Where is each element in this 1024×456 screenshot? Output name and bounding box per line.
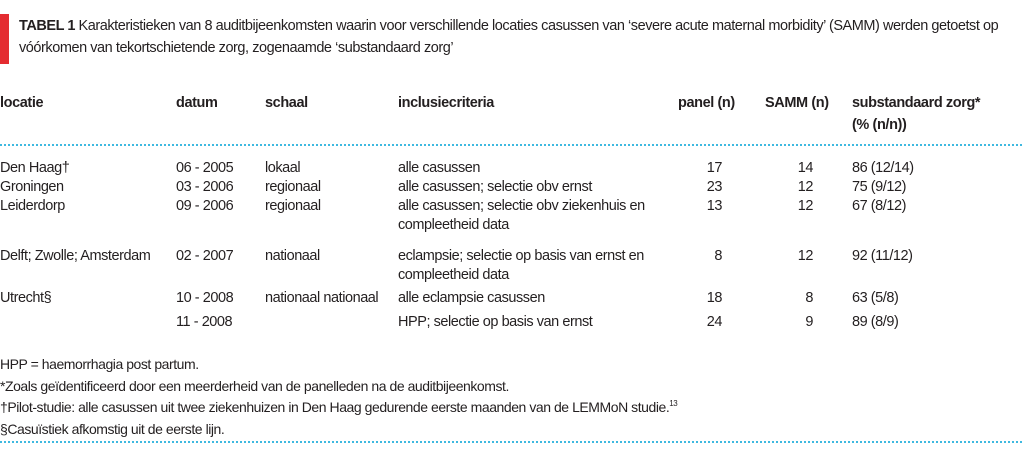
cell-datum: 10 - 2008 [176, 290, 234, 306]
cell-samm: 9 [805, 314, 813, 330]
table-caption [0, 14, 1024, 64]
cell-locatie: Utrecht§ [0, 290, 52, 306]
cell-locatie: Leiderdorp [0, 198, 65, 214]
footnote-dagger-text: †Pilot-studie: alle casussen uit twee ziekenhuizen in Den Haag gedurende eerste maanden van de LEMMoN studie. [0, 399, 670, 415]
cell-inclusiecriteria: alle casussen; selectie obv ernst [398, 179, 592, 195]
cell-datum: 02 - 2007 [176, 248, 234, 264]
cell-locatie: Delft; Zwolle; Amsterdam [0, 248, 151, 264]
footnote-dagger [0, 397, 1000, 419]
caption-text [19, 15, 1019, 59]
cell-datum: 03 - 2006 [176, 179, 234, 195]
header-samm: SAMM (n) [765, 95, 829, 111]
caption-body: Karakteristieken van 8 auditbijeenkomsten waarin voor verschillende locaties casussen van ‘severe acute maternal morbidity’ (SAMM) werden getoetst op vóórkomen van tekortschietende zorg, zogenaamde ‘substandaard zorg’ [19, 18, 999, 56]
cell-substandaard: 89 (8/9) [852, 314, 899, 330]
cell-substandaard: 67 (8/12) [852, 198, 906, 214]
cell-datum: 09 - 2006 [176, 198, 234, 214]
cell-samm: 12 [797, 179, 813, 195]
bottom-divider [0, 441, 1022, 443]
cell-datum: 11 - 2008 [176, 314, 233, 330]
cell-schaal: nationaal nationaal [265, 290, 379, 306]
cell-inclusiecriteria-cont: compleetheid data [398, 217, 509, 233]
cell-inclusiecriteria: eclampsie; selectie op basis van ernst en [398, 248, 644, 264]
header-substandaard [852, 92, 980, 136]
header-substandaard-line2: (% (n/n)) [852, 117, 907, 133]
header-datum: datum [176, 95, 218, 111]
cell-substandaard: 63 (5/8) [852, 290, 899, 306]
cell-samm: 14 [797, 160, 813, 176]
cell-inclusiecriteria: HPP; selectie op basis van ernst [398, 314, 593, 330]
cell-schaal: nationaal [265, 248, 320, 264]
cell-datum: 06 - 2005 [176, 160, 234, 176]
cell-panel: 17 [706, 160, 722, 176]
cell-inclusiecriteria-cont: compleetheid data [398, 267, 509, 283]
cell-locatie: Groningen [0, 179, 64, 195]
cell-samm: 12 [797, 248, 813, 264]
cell-panel: 24 [706, 314, 722, 330]
cell-inclusiecriteria: alle eclampsie casussen [398, 290, 545, 306]
cell-inclusiecriteria: alle casussen; selectie obv ziekenhuis en [398, 198, 645, 214]
header-inclusiecriteria: inclusiecriteria [398, 95, 494, 111]
cell-substandaard: 92 (11/12) [852, 248, 913, 264]
header-divider [0, 144, 1022, 146]
caption-label: TABEL 1 [19, 18, 75, 34]
cell-locatie: Den Haag† [0, 160, 70, 176]
footnote-hpp: HPP = haemorrhagia post partum. [0, 356, 199, 372]
table-footnotes [0, 354, 1000, 440]
cell-schaal: regionaal [265, 179, 321, 195]
cell-substandaard: 75 (9/12) [852, 179, 906, 195]
cell-schaal: regionaal [265, 198, 321, 214]
footnote-dagger-ref: 13 [669, 399, 678, 408]
cell-panel: 23 [706, 179, 722, 195]
cell-inclusiecriteria: alle casussen [398, 160, 481, 176]
cell-panel: 8 [714, 248, 722, 264]
header-panel: panel (n) [678, 95, 735, 111]
cell-substandaard: 86 (12/14) [852, 160, 914, 176]
cell-panel: 13 [706, 198, 722, 214]
caption-accent-bar [0, 14, 9, 64]
cell-samm: 8 [805, 290, 813, 306]
cell-samm: 12 [797, 198, 813, 214]
footnote-star: *Zoals geïdentificeerd door een meerderheid van de panelleden na de auditbijeenkomst. [0, 377, 509, 394]
header-schaal: schaal [265, 95, 308, 111]
header-locatie: locatie [0, 95, 44, 111]
cell-panel: 18 [706, 290, 722, 306]
header-substandaard-line1: substandaard zorg* [852, 95, 981, 111]
footnote-section: §Casuïstiek afkomstig uit de eerste lijn. [0, 420, 225, 437]
cell-schaal: lokaal [265, 160, 301, 176]
